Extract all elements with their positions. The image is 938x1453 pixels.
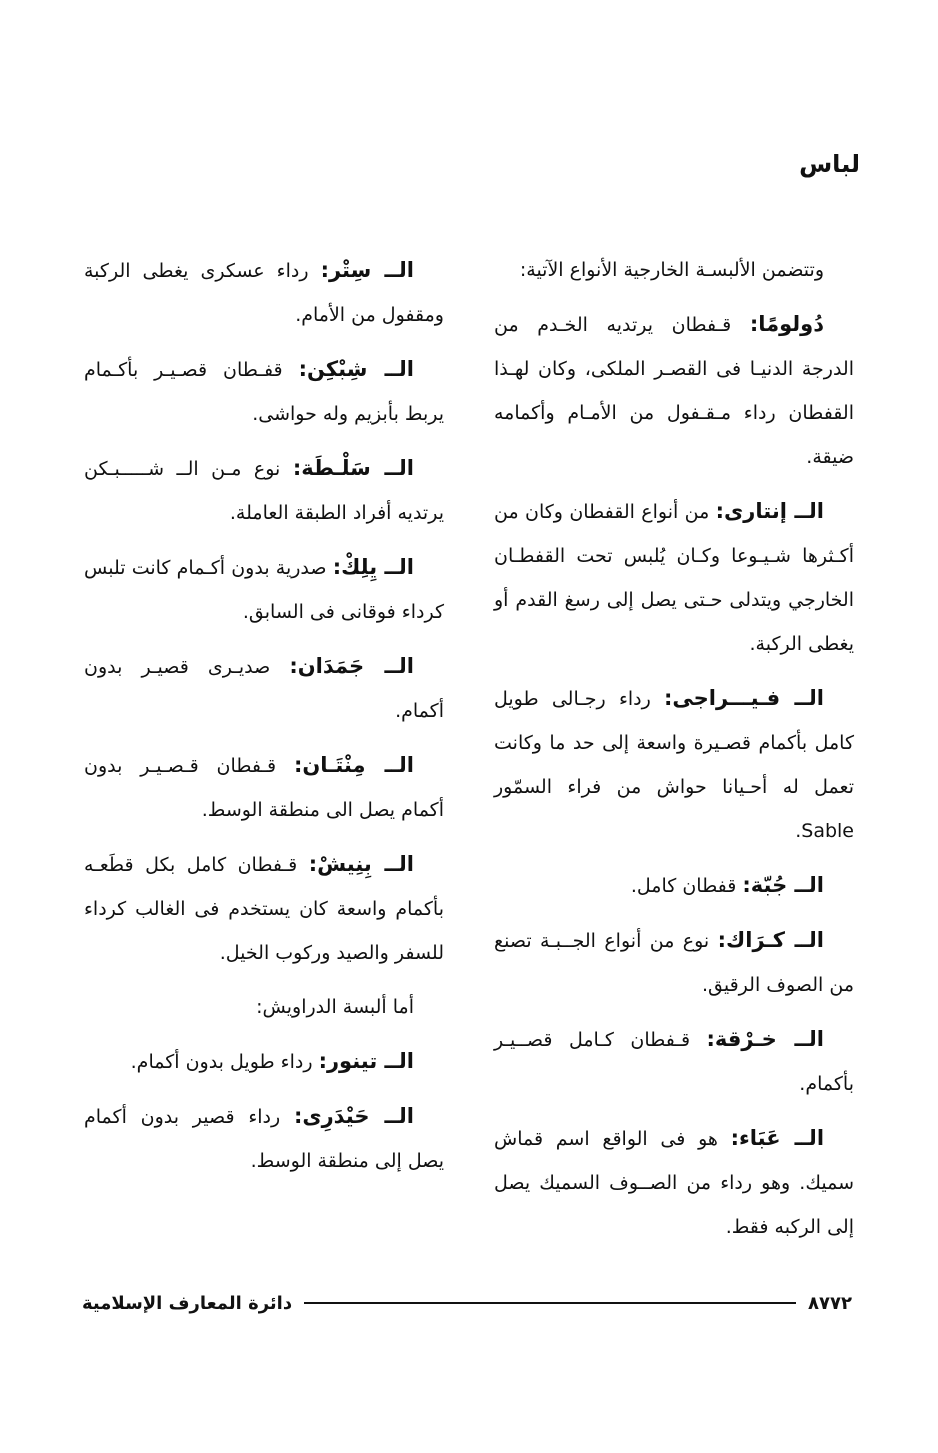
footer-rule — [304, 1302, 796, 1304]
entry-text: قـفطان قـصـيـر بدون أكمام يصل الى منطقة الوسط. — [84, 755, 444, 821]
entry-term: الــ يِلِكْ: — [332, 555, 414, 579]
entry-text: أما ألبسة الدراويش: — [256, 996, 414, 1018]
entry-text: رداء طويل بدون أكمام. — [130, 1051, 319, 1073]
entry-text: رداء رجـالى طويل كامل بأكمام قصـيرة واسعة إلى حد ما وكانت تعمل له أحـيانا حواش من فراء السمّور Sable. — [494, 688, 854, 842]
entry-term: الــ كـرَاك: — [717, 928, 825, 952]
entry-term: الــ جَمَدَان: — [289, 654, 414, 678]
entry-text: قفطان كامل. — [630, 875, 743, 897]
entry-text: نوع مـن الــ شـــــبـكن يرتديه أفراد الطبقة العاملة. — [84, 458, 444, 524]
entry-text: هو فى الواقع اسم قماش سميك. وهو رداء من الصــوف السميك يصل إلى الركبه فقط. — [494, 1128, 854, 1238]
right-column — [494, 248, 854, 1259]
entry-text: صديـرى قصيـر بدون أكمام. — [84, 656, 444, 722]
entry-text: قـفطان يرتديه الخـدم من الدرجة الدنيـا فى القصـر الملكى، وكان لهـذا القفطان رداء مـقـفول من الأمـام وأكمامه ضيقة. — [494, 314, 854, 468]
entry-term: الــ إنتارى: — [715, 499, 824, 523]
intro-paragraph — [494, 248, 854, 292]
left-column — [84, 248, 444, 1193]
entry-jubba — [494, 863, 854, 908]
entry-text: صدرية بدون أكـمام كانت تلبس كرداء فوقانى فى السابق. — [84, 557, 444, 623]
entry-term: الــ مِنْتَـان: — [293, 753, 415, 777]
publication-title: دائرة المعارف الإسلامية — [82, 1292, 293, 1314]
entry-text: رداء عسكرى يغطى الركبة ومقفول من الأمام. — [84, 260, 444, 326]
entry-yelek — [84, 545, 444, 634]
entry-salta — [84, 446, 444, 535]
entry-tennure — [84, 1039, 444, 1084]
entry-text: قـفطان كـامل قصــيـر بأكمام. — [494, 1029, 854, 1095]
entry-term: الــ خـرْقة: — [706, 1027, 824, 1051]
entry-kurak — [494, 918, 854, 1007]
entry-term: الــ شِبْكِن: — [298, 357, 415, 381]
entry-text: قفـطان قصـيـر بأكـمام يربط بأبزيم وله حواشى. — [84, 359, 444, 425]
entry-khirqa — [494, 1017, 854, 1106]
page-number: ٨٧٧٢ — [808, 1292, 852, 1314]
entry-setre — [84, 248, 444, 337]
entry-mintan — [84, 743, 444, 832]
entry-term: الــ فـيـــراجى: — [664, 686, 824, 710]
entry-entari — [494, 489, 854, 666]
entry-aba — [494, 1116, 854, 1249]
entry-ferace — [494, 676, 854, 853]
entry-term: الــ عَبَاء: — [730, 1126, 825, 1150]
entry-dulomah — [494, 302, 854, 479]
entry-term: الــ تينور: — [318, 1049, 414, 1073]
entry-shibkin — [84, 347, 444, 436]
page-footer — [82, 1288, 852, 1318]
entry-text: قـفطان كامل بكل قطَعـه بأكمام واسعة كان يستخدم فى الغالب كرداء للسفر والصيد وركوب الخيل. — [84, 854, 444, 964]
dervish-heading — [84, 985, 444, 1029]
entry-term: الــ جُبّة: — [742, 873, 824, 897]
entry-term: دُولومًا: — [749, 312, 824, 336]
entry-binish — [84, 842, 444, 975]
entry-haydari — [84, 1094, 444, 1183]
entry-text: وتتضمن الألبسـة الخارجية الأنواع الآتية: — [519, 259, 824, 281]
entry-text: نوع من أنواع الجــبـة تصنع من الصوف الرقيق. — [494, 930, 854, 996]
entry-text: رداء قصير بدون أكمام يصل إلى منطقة الوسط. — [84, 1106, 444, 1172]
entry-text: من أنواع القفطان وكان من أكـثرها شـيـوعا وكـان يُلبس تحت القفطـان الخارجي ويتدلى حـتى يصل إلى رسغ القدم أو يغطى الركبة. — [494, 501, 854, 655]
page-title: لباس — [799, 150, 860, 178]
entry-term: الــ بِنِيشْ: — [308, 852, 414, 876]
entry-camadan — [84, 644, 444, 733]
entry-term: الــ سَلْـطَة: — [292, 456, 415, 480]
entry-term: الــ حَيْدَرِى: — [293, 1104, 414, 1128]
entry-term: الــ سِتْر: — [320, 258, 415, 282]
